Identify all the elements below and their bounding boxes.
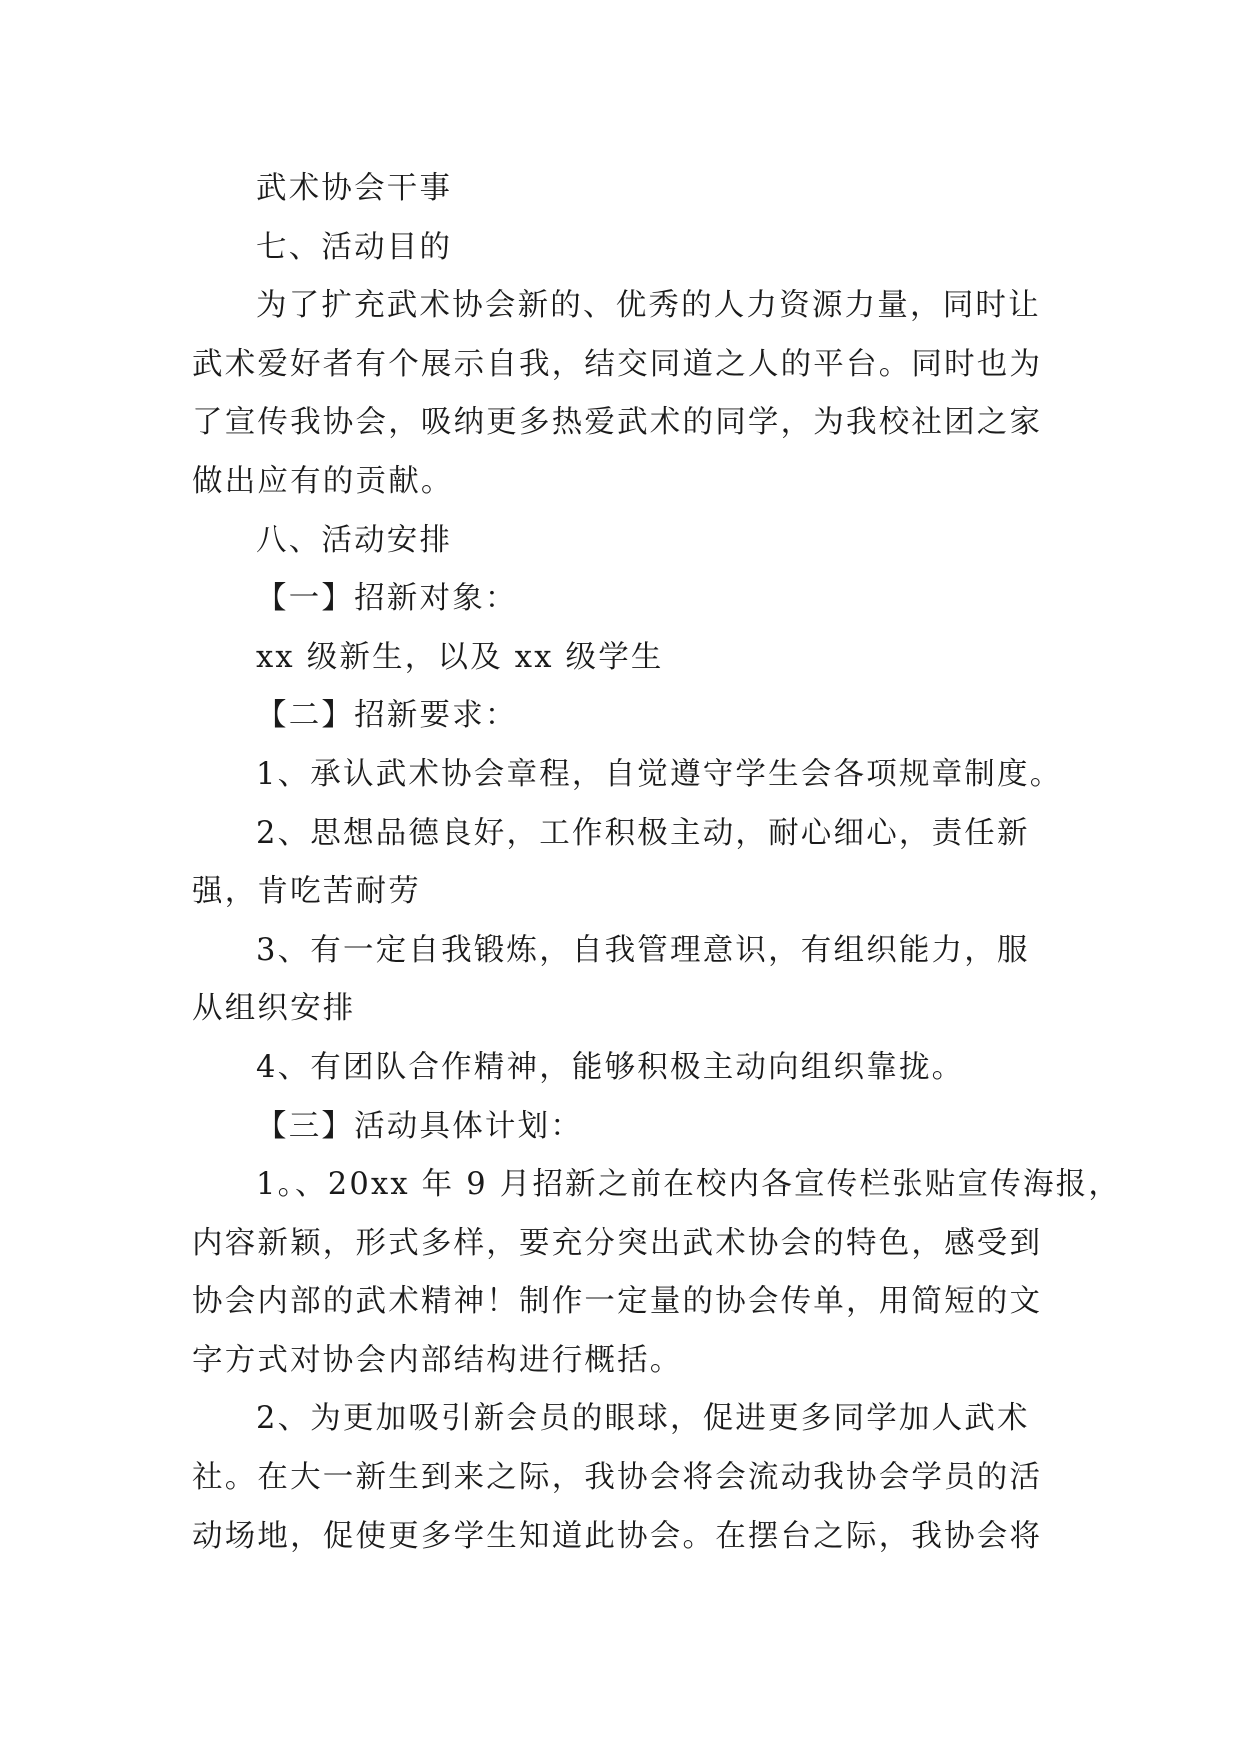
body-line: 了宣传我协会，吸纳更多热爱武术的同学，为我校社团之家 [192,405,1043,441]
subsection-heading: 【一】招新对象： [256,581,518,617]
list-item: 2、思想品德良好，工作积极主动，耐心细心，责任新 [256,815,1030,851]
list-item: 3、有一定自我锻炼，自我管理意识，有组织能力，服 [256,932,1030,968]
body-line: xx 级新生，以及 xx 级学生 [256,639,664,675]
list-item: 2、为更加吸引新会员的眼球，促进更多同学加人武术 [256,1401,1030,1437]
subsection-heading: 【二】招新要求： [256,698,518,734]
body-line: 协会内部的武术精神！制作一定量的协会传单，用简短的文 [192,1284,1043,1320]
body-line: 社。在大一新生到来之际，我协会将会流动我协会学员的活 [192,1460,1043,1496]
body-line: 内容新颖，形式多样，要充分突出武术协会的特色，感受到 [192,1225,1043,1261]
body-line: 动场地，促使更多学生知道此协会。在摆台之际，我协会将 [192,1518,1043,1554]
section-heading: 七、活动目的 [256,229,453,265]
body-line: 强，肯吃苦耐劳 [192,874,421,910]
body-line: 武术爱好者有个展示自我，结交同道之人的平台。同时也为 [192,346,1043,382]
body-line: 字方式对协会内部结构进行概括。 [192,1342,683,1378]
body-line: 从组织安排 [192,991,356,1027]
list-item: 1。、20xx 年 9 月招新之前在校内各宣传栏张贴宣传海报， [256,1167,1122,1203]
subsection-heading: 【三】活动具体计划： [256,1108,583,1144]
body-line: 武术协会干事 [256,171,453,206]
document-body [192,160,1122,1566]
section-heading: 八、活动安排 [256,522,453,558]
list-item: 4、有团队合作精神，能够积极主动向组织靠拢。 [256,1049,965,1085]
body-line: 为了扩充武术协会新的、优秀的人力资源力量，同时让 [256,288,1041,324]
list-item: 1、承认武术协会章程，自觉遵守学生会各项规章制度。 [256,756,1063,792]
body-line: 做出应有的贡献。 [192,463,454,499]
